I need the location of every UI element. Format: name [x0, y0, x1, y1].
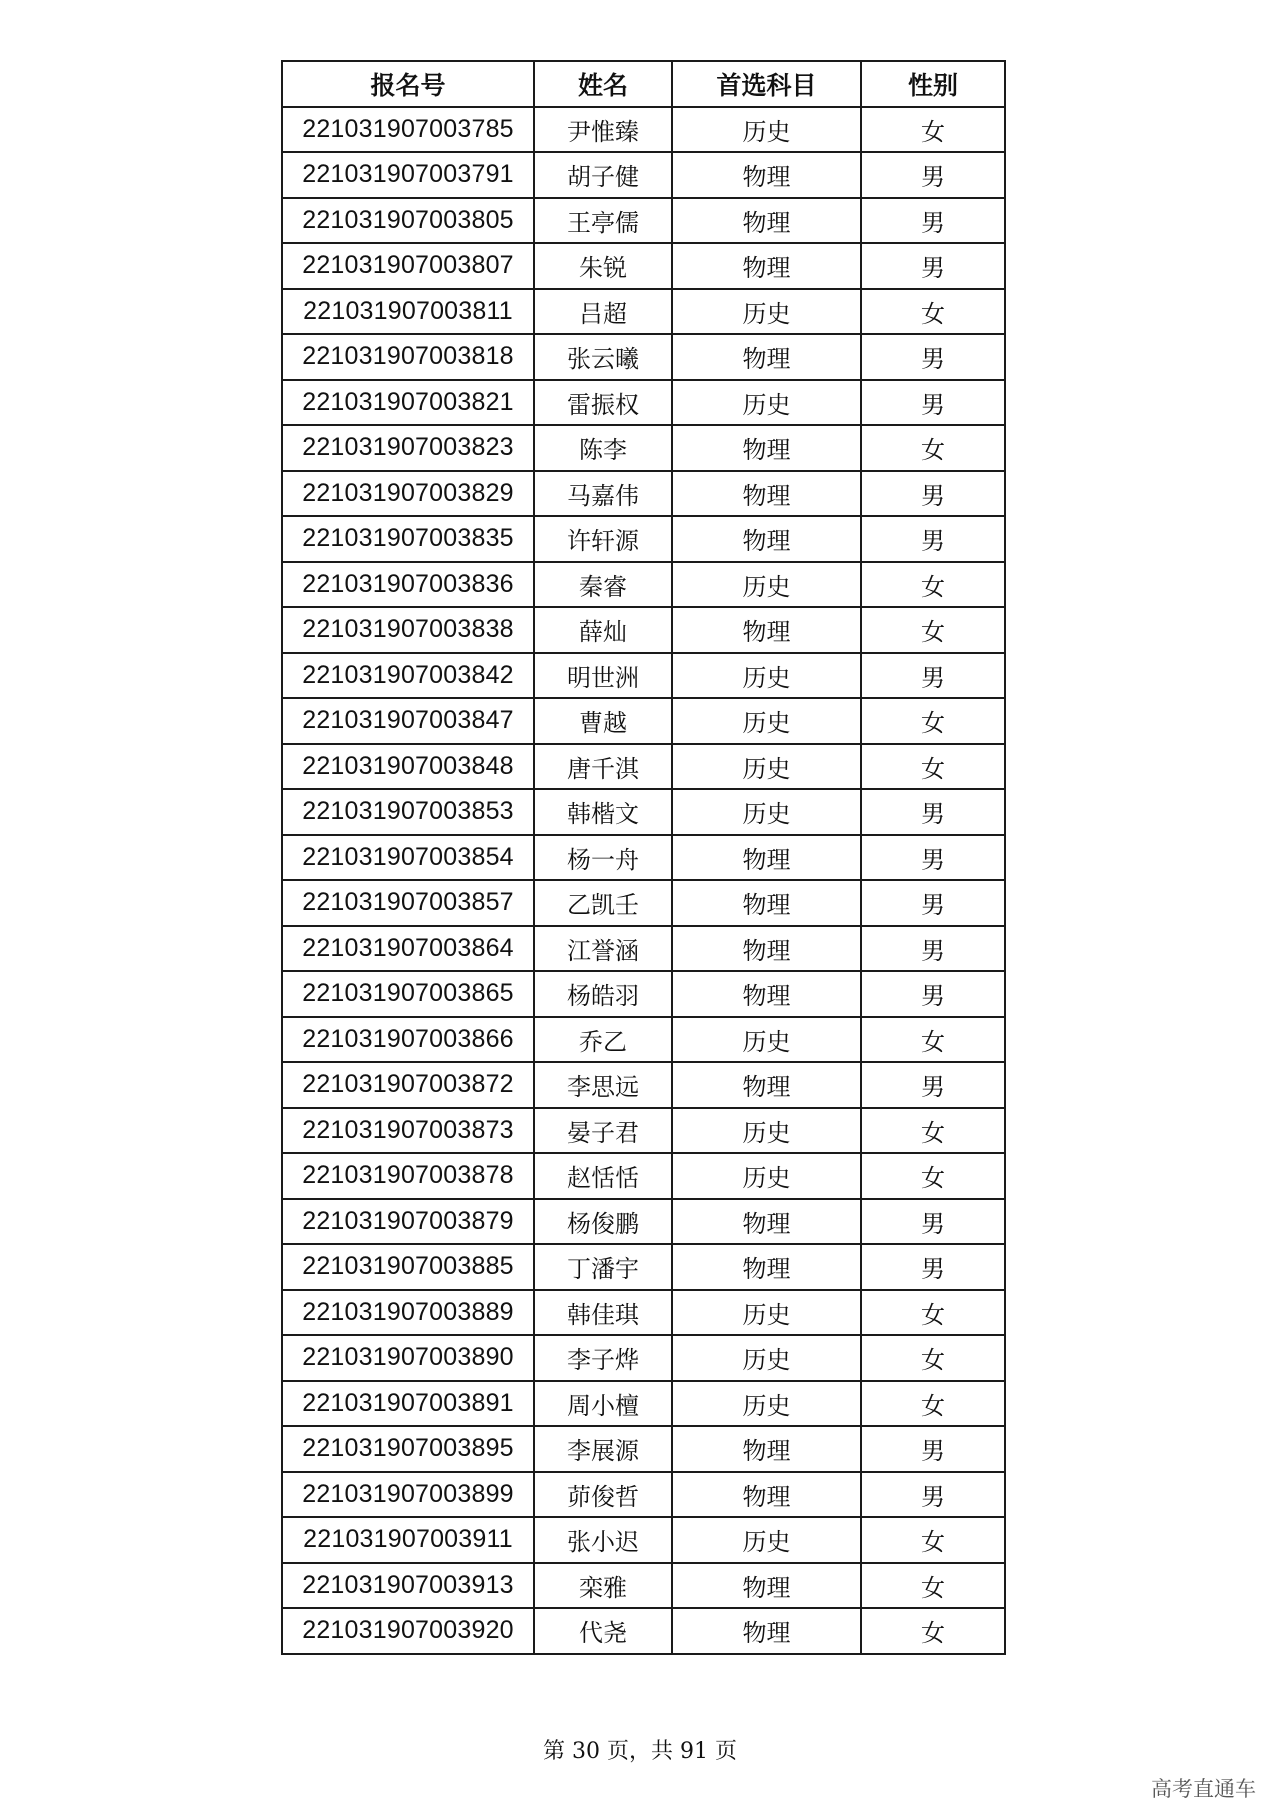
table-row	[282, 1153, 1005, 1199]
cell-registration-number: 221031907003835	[282, 516, 534, 562]
table-row	[282, 380, 1005, 426]
cell-name: 江誉涵	[534, 926, 672, 972]
table-header	[282, 61, 1005, 107]
cell-subject: 历史	[672, 789, 861, 835]
cell-name: 赵恬恬	[534, 1153, 672, 1199]
page-number: 第 30 页，共 91 页	[543, 1739, 737, 1764]
cell-subject: 历史	[672, 1108, 861, 1154]
cell-subject: 历史	[672, 289, 861, 335]
table-row	[282, 744, 1005, 790]
cell-name: 唐千淇	[534, 744, 672, 790]
cell-name: 马嘉伟	[534, 471, 672, 517]
cell-gender: 女	[861, 289, 1005, 335]
cell-subject: 历史	[672, 380, 861, 426]
cell-registration-number: 221031907003891	[282, 1381, 534, 1427]
cell-name: 雷振权	[534, 380, 672, 426]
cell-gender: 女	[861, 1290, 1005, 1336]
table-row	[282, 107, 1005, 153]
cell-registration-number: 221031907003829	[282, 471, 534, 517]
cell-subject: 物理	[672, 926, 861, 972]
table-row	[282, 243, 1005, 289]
cell-registration-number: 221031907003823	[282, 425, 534, 471]
cell-name: 朱锐	[534, 243, 672, 289]
cell-subject: 历史	[672, 1017, 861, 1063]
cell-gender: 女	[861, 562, 1005, 608]
cell-registration-number: 221031907003854	[282, 835, 534, 881]
cell-name: 李子烨	[534, 1335, 672, 1381]
cell-registration-number: 221031907003879	[282, 1199, 534, 1245]
cell-registration-number: 221031907003889	[282, 1290, 534, 1336]
cell-registration-number: 221031907003842	[282, 653, 534, 699]
cell-registration-number: 221031907003864	[282, 926, 534, 972]
cell-subject: 物理	[672, 1062, 861, 1108]
cell-subject: 历史	[672, 653, 861, 699]
cell-name: 乔乙	[534, 1017, 672, 1063]
cell-gender: 女	[861, 744, 1005, 790]
cell-name: 明世洲	[534, 653, 672, 699]
cell-gender: 男	[861, 380, 1005, 426]
cell-gender: 女	[861, 1017, 1005, 1063]
cell-name: 尹惟臻	[534, 107, 672, 153]
cell-registration-number: 221031907003853	[282, 789, 534, 835]
table-row	[282, 198, 1005, 244]
cell-subject: 物理	[672, 880, 861, 926]
cell-name: 杨一舟	[534, 835, 672, 881]
table-row	[282, 926, 1005, 972]
cell-registration-number: 221031907003920	[282, 1608, 534, 1654]
cell-subject: 物理	[672, 971, 861, 1017]
cell-subject: 历史	[672, 698, 861, 744]
cell-subject: 物理	[672, 471, 861, 517]
cell-name: 王亭儒	[534, 198, 672, 244]
table-row	[282, 653, 1005, 699]
cell-name: 茆俊哲	[534, 1472, 672, 1518]
cell-gender: 男	[861, 971, 1005, 1017]
cell-name: 张小迟	[534, 1517, 672, 1563]
table-row	[282, 334, 1005, 380]
table-row	[282, 562, 1005, 608]
cell-gender: 女	[861, 607, 1005, 653]
table-row	[282, 607, 1005, 653]
cell-gender: 女	[861, 1608, 1005, 1654]
table-row	[282, 1517, 1005, 1563]
table-row	[282, 1017, 1005, 1063]
cell-subject: 物理	[672, 152, 861, 198]
cell-registration-number: 221031907003847	[282, 698, 534, 744]
cell-registration-number: 221031907003836	[282, 562, 534, 608]
cell-registration-number: 221031907003911	[282, 1517, 534, 1563]
cell-registration-number: 221031907003785	[282, 107, 534, 153]
cell-subject: 物理	[672, 198, 861, 244]
cell-subject: 历史	[672, 744, 861, 790]
table-row	[282, 1290, 1005, 1336]
cell-subject: 物理	[672, 1472, 861, 1518]
cell-gender: 男	[861, 653, 1005, 699]
cell-registration-number: 221031907003791	[282, 152, 534, 198]
header-registration-number: 报名号	[282, 61, 534, 107]
cell-subject: 物理	[672, 425, 861, 471]
cell-name: 代尧	[534, 1608, 672, 1654]
cell-subject: 物理	[672, 516, 861, 562]
watermark-logo-text: 高考直通车	[1151, 1777, 1256, 1801]
cell-subject: 物理	[672, 243, 861, 289]
cell-gender: 男	[861, 198, 1005, 244]
table-row	[282, 1108, 1005, 1154]
cell-name: 薛灿	[534, 607, 672, 653]
cell-registration-number: 221031907003821	[282, 380, 534, 426]
table-row	[282, 698, 1005, 744]
cell-gender: 女	[861, 425, 1005, 471]
cell-name: 李思远	[534, 1062, 672, 1108]
header-row	[282, 61, 1005, 107]
table-row	[282, 971, 1005, 1017]
cell-registration-number: 221031907003878	[282, 1153, 534, 1199]
table-row	[282, 471, 1005, 517]
cell-name: 韩楷文	[534, 789, 672, 835]
cell-name: 陈李	[534, 425, 672, 471]
cell-name: 李展源	[534, 1426, 672, 1472]
cell-name: 杨俊鹏	[534, 1199, 672, 1245]
cell-subject: 物理	[672, 607, 861, 653]
cell-subject: 物理	[672, 835, 861, 881]
cell-registration-number: 221031907003899	[282, 1472, 534, 1518]
table-row	[282, 1608, 1005, 1654]
cell-subject: 物理	[672, 1608, 861, 1654]
cell-registration-number: 221031907003848	[282, 744, 534, 790]
cell-gender: 男	[861, 334, 1005, 380]
header-subject: 首选科目	[672, 61, 861, 107]
cell-gender: 女	[861, 1563, 1005, 1609]
cell-registration-number: 221031907003866	[282, 1017, 534, 1063]
cell-gender: 男	[861, 926, 1005, 972]
cell-subject: 物理	[672, 334, 861, 380]
table-body	[282, 107, 1005, 1654]
cell-registration-number: 221031907003838	[282, 607, 534, 653]
cell-subject: 历史	[672, 1290, 861, 1336]
cell-registration-number: 221031907003857	[282, 880, 534, 926]
cell-subject: 历史	[672, 1153, 861, 1199]
header-gender: 性别	[861, 61, 1005, 107]
cell-gender: 女	[861, 1517, 1005, 1563]
table-row	[282, 1563, 1005, 1609]
table-row	[282, 1472, 1005, 1518]
cell-gender: 男	[861, 152, 1005, 198]
table-row	[282, 289, 1005, 335]
cell-name: 晏子君	[534, 1108, 672, 1154]
cell-name: 许轩源	[534, 516, 672, 562]
cell-gender: 女	[861, 107, 1005, 153]
student-roster-table	[281, 60, 1006, 1655]
cell-subject: 物理	[672, 1426, 861, 1472]
table-row	[282, 1062, 1005, 1108]
cell-gender: 男	[861, 835, 1005, 881]
cell-registration-number: 221031907003890	[282, 1335, 534, 1381]
cell-gender: 女	[861, 1108, 1005, 1154]
cell-gender: 男	[861, 516, 1005, 562]
cell-name: 周小檀	[534, 1381, 672, 1427]
table-row	[282, 1244, 1005, 1290]
cell-name: 胡子健	[534, 152, 672, 198]
cell-gender: 男	[861, 1062, 1005, 1108]
cell-name: 丁潘宇	[534, 1244, 672, 1290]
cell-registration-number: 221031907003811	[282, 289, 534, 335]
cell-name: 乙凯壬	[534, 880, 672, 926]
table-row	[282, 1381, 1005, 1427]
cell-name: 张云曦	[534, 334, 672, 380]
cell-subject: 历史	[672, 1335, 861, 1381]
cell-gender: 男	[861, 1472, 1005, 1518]
cell-gender: 女	[861, 1153, 1005, 1199]
cell-name: 曹越	[534, 698, 672, 744]
cell-registration-number: 221031907003807	[282, 243, 534, 289]
cell-registration-number: 221031907003885	[282, 1244, 534, 1290]
cell-registration-number: 221031907003872	[282, 1062, 534, 1108]
cell-registration-number: 221031907003913	[282, 1563, 534, 1609]
cell-name: 韩佳琪	[534, 1290, 672, 1336]
cell-name: 杨皓羽	[534, 971, 672, 1017]
cell-gender: 男	[861, 880, 1005, 926]
cell-gender: 男	[861, 471, 1005, 517]
cell-registration-number: 221031907003895	[282, 1426, 534, 1472]
header-name: 姓名	[534, 61, 672, 107]
cell-gender: 男	[861, 1426, 1005, 1472]
cell-subject: 历史	[672, 1381, 861, 1427]
table-row	[282, 789, 1005, 835]
cell-gender: 男	[861, 243, 1005, 289]
cell-registration-number: 221031907003818	[282, 334, 534, 380]
cell-registration-number: 221031907003873	[282, 1108, 534, 1154]
table-row	[282, 425, 1005, 471]
cell-subject: 物理	[672, 1199, 861, 1245]
cell-registration-number: 221031907003805	[282, 198, 534, 244]
table-row	[282, 516, 1005, 562]
cell-subject: 历史	[672, 562, 861, 608]
cell-gender: 女	[861, 698, 1005, 744]
cell-subject: 历史	[672, 107, 861, 153]
table-row	[282, 152, 1005, 198]
cell-gender: 男	[861, 1199, 1005, 1245]
cell-gender: 男	[861, 1244, 1005, 1290]
table-row	[282, 1426, 1005, 1472]
cell-registration-number: 221031907003865	[282, 971, 534, 1017]
table-row	[282, 1335, 1005, 1381]
cell-subject: 物理	[672, 1563, 861, 1609]
cell-name: 秦睿	[534, 562, 672, 608]
table-row	[282, 1199, 1005, 1245]
table-row	[282, 835, 1005, 881]
cell-name: 吕超	[534, 289, 672, 335]
cell-subject: 物理	[672, 1244, 861, 1290]
table-row	[282, 880, 1005, 926]
cell-subject: 历史	[672, 1517, 861, 1563]
cell-gender: 女	[861, 1335, 1005, 1381]
cell-gender: 女	[861, 1381, 1005, 1427]
cell-name: 栾雅	[534, 1563, 672, 1609]
cell-gender: 男	[861, 789, 1005, 835]
